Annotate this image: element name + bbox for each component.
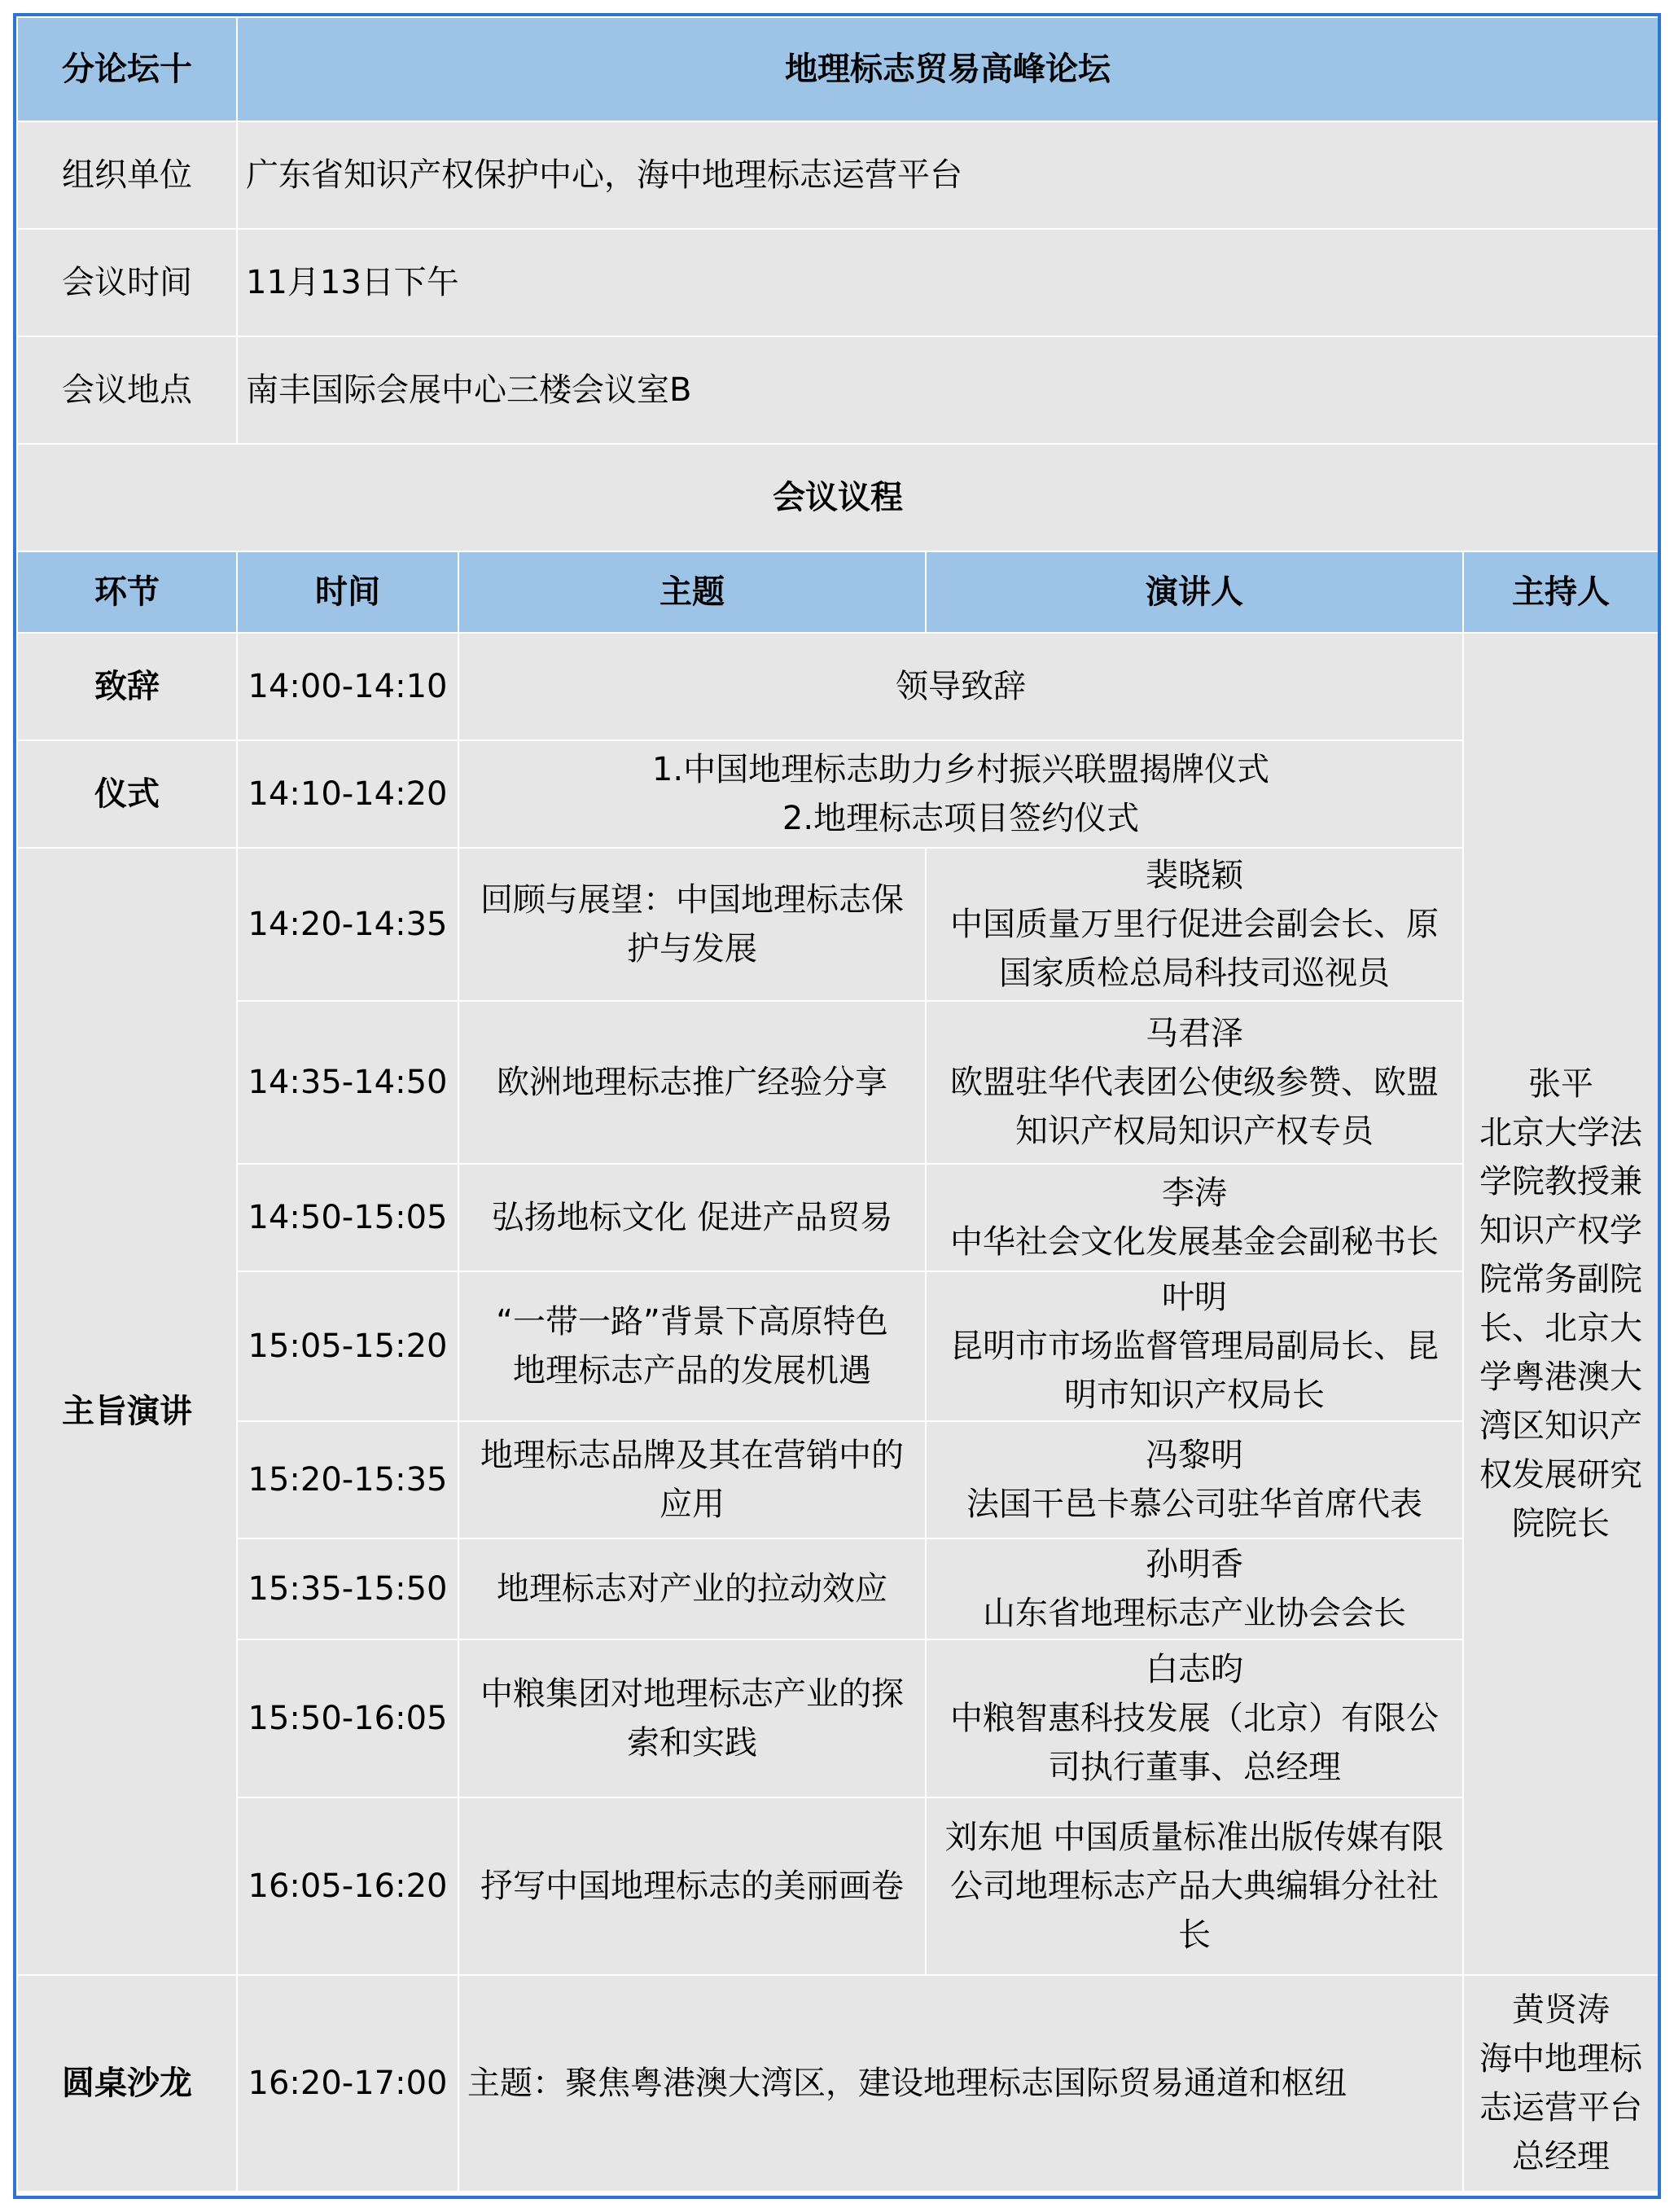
speaker-line: 山东省地理标志产业协会会长 <box>983 1595 1406 1632</box>
host-title-line: 权发展研究 <box>1479 1456 1642 1494</box>
speaker-line: 司执行董事、总经理 <box>1048 1749 1341 1786</box>
topic-line: 护与发展 <box>627 930 757 968</box>
session-label: 主旨演讲 <box>17 848 237 1975</box>
info-label: 组织单位 <box>17 121 237 229</box>
host-title-line: 院常务副院 <box>1479 1261 1642 1298</box>
speaker-line: 裴晓颖 <box>1146 857 1243 894</box>
topic-line: 地理标志产品的发展机遇 <box>513 1352 871 1389</box>
speaker-line: 法国干邑卡慕公司驻华首席代表 <box>966 1486 1422 1523</box>
host-title-line: 知识产权学 <box>1479 1212 1642 1249</box>
time-cell: 16:20-17:00 <box>237 1975 458 2192</box>
opening-content: 领导致辞 <box>458 633 1463 740</box>
topic-line: 抒写中国地理标志的美丽画卷 <box>480 1867 904 1905</box>
column-header-session: 环节 <box>17 551 237 633</box>
host-title-line: 学院教授兼 <box>1479 1163 1642 1200</box>
speaker-line: 中国质量万里行促进会副会长、原 <box>950 906 1439 943</box>
speaker-cell <box>926 1271 1463 1421</box>
host-name: 张平 <box>1528 1065 1593 1103</box>
agenda-title-row <box>17 444 1659 551</box>
column-header-host: 主持人 <box>1463 551 1659 633</box>
speaker-line: 中华社会文化发展基金会副秘书长 <box>950 1223 1439 1261</box>
info-label: 会议地点 <box>17 336 237 444</box>
time-cell: 15:20-15:35 <box>237 1421 458 1538</box>
host-title-line: 长、北京大 <box>1479 1310 1642 1347</box>
column-header-topic: 主题 <box>458 551 926 633</box>
speaker-cell <box>926 1639 1463 1797</box>
host-line: 志运营平台 <box>1479 2089 1642 2126</box>
ceremony-row <box>17 740 1659 848</box>
host-title-line: 北京大学法 <box>1479 1114 1642 1152</box>
topic-cell <box>458 1164 926 1271</box>
speaker-line: 公司地理标志产品大典编辑分社社 <box>950 1867 1439 1905</box>
column-header-time: 时间 <box>237 551 458 633</box>
info-label: 会议时间 <box>17 229 237 336</box>
time-cell: 15:05-15:20 <box>237 1271 458 1421</box>
forum-title: 地理标志贸易高峰论坛 <box>237 17 1659 121</box>
talk-row <box>17 1639 1659 1797</box>
ceremony-content <box>458 740 1463 848</box>
talk-row <box>17 1164 1659 1271</box>
topic-cell <box>458 848 926 1001</box>
time-cell: 14:35-14:50 <box>237 1001 458 1164</box>
info-row-time <box>17 229 1659 336</box>
topic-line: 中粮集团对地理标志产业的探 <box>480 1675 904 1713</box>
ceremony-line: 1.中国地理标志助力乡村振兴联盟揭牌仪式 <box>651 751 1270 788</box>
talk-row <box>17 1538 1659 1639</box>
topic-cell <box>458 1797 926 1975</box>
speaker-line: 白志昀 <box>1146 1651 1243 1688</box>
time-cell: 14:50-15:05 <box>237 1164 458 1271</box>
speaker-line: 昆明市市场监督管理局副局长、昆 <box>950 1328 1439 1365</box>
session-label: 仪式 <box>17 740 237 848</box>
speaker-line: 冯黎明 <box>1146 1437 1243 1474</box>
info-value: 11月13日下午 <box>237 229 1659 336</box>
time-cell: 14:10-14:20 <box>237 740 458 848</box>
agenda-table <box>16 16 1659 2192</box>
agenda-frame <box>13 13 1661 2199</box>
topic-cell <box>458 1271 926 1421</box>
topic-line: 应用 <box>660 1486 725 1523</box>
speaker-cell <box>926 1538 1463 1639</box>
topic-line: 索和实践 <box>627 1724 757 1762</box>
time-cell: 15:50-16:05 <box>237 1639 458 1797</box>
session-label: 致辞 <box>17 633 237 740</box>
roundtable-host-cell <box>1463 1975 1659 2192</box>
host-line: 黄贤涛 <box>1512 1991 1610 2029</box>
talk-row <box>17 1421 1659 1538</box>
topic-cell <box>458 1001 926 1164</box>
opening-row <box>17 633 1659 740</box>
roundtable-topic: 主题：聚焦粤港澳大湾区，建设地理标志国际贸易通道和枢纽 <box>458 1975 1463 2192</box>
info-value: 南丰国际会展中心三楼会议室B <box>237 336 1659 444</box>
host-line: 海中地理标 <box>1479 2040 1642 2078</box>
topic-line: 地理标志对产业的拉动效应 <box>497 1570 887 1608</box>
speaker-line: 长 <box>1178 1916 1211 1954</box>
forum-label: 分论坛十 <box>17 17 237 121</box>
speaker-line: 马君泽 <box>1146 1015 1243 1052</box>
topic-line: 回顾与展望：中国地理标志保 <box>480 881 904 919</box>
speaker-cell <box>926 1421 1463 1538</box>
host-title-line: 学粤港澳大 <box>1479 1358 1642 1396</box>
speaker-line: 叶明 <box>1162 1279 1227 1316</box>
speaker-line: 中粮智惠科技发展（北京）有限公 <box>950 1700 1439 1737</box>
speaker-line: 欧盟驻华代表团公使级参赞、欧盟 <box>950 1064 1439 1101</box>
info-row-organizer <box>17 121 1659 229</box>
topic-cell <box>458 1421 926 1538</box>
speaker-line: 知识产权局知识产权专员 <box>1015 1113 1374 1150</box>
time-cell: 14:00-14:10 <box>237 633 458 740</box>
time-cell: 16:05-16:20 <box>237 1797 458 1975</box>
talk-row <box>17 1271 1659 1421</box>
host-line: 总经理 <box>1512 2138 1610 2175</box>
info-value: 广东省知识产权保护中心，海中地理标志运营平台 <box>237 121 1659 229</box>
agenda-title: 会议议程 <box>17 444 1659 551</box>
speaker-line: 国家质检总局科技司巡视员 <box>999 955 1390 992</box>
talk-row <box>17 1797 1659 1975</box>
time-cell: 14:20-14:35 <box>237 848 458 1001</box>
speaker-cell <box>926 1164 1463 1271</box>
topic-line: 地理标志品牌及其在营销中的 <box>480 1437 904 1474</box>
topic-line: 弘扬地标文化 促进产品贸易 <box>491 1199 893 1236</box>
host-cell <box>1463 633 1659 1975</box>
topic-cell <box>458 1538 926 1639</box>
speaker-line: 明市知识产权局长 <box>1064 1376 1325 1414</box>
speaker-line: 李涛 <box>1162 1174 1227 1212</box>
speaker-line: 刘东旭 中国质量标准出版传媒有限 <box>944 1819 1444 1856</box>
host-title-line: 湾区知识产 <box>1479 1407 1642 1445</box>
ceremony-line: 2.地理标志项目签约仪式 <box>782 800 1140 837</box>
speaker-line: 孙明香 <box>1146 1546 1243 1583</box>
talk-row <box>17 1001 1659 1164</box>
session-label: 圆桌沙龙 <box>17 1975 237 2192</box>
topic-line: 欧洲地理标志推广经验分享 <box>497 1064 887 1101</box>
speaker-cell <box>926 848 1463 1001</box>
column-header-row <box>17 551 1659 633</box>
time-cell: 15:35-15:50 <box>237 1538 458 1639</box>
info-row-venue <box>17 336 1659 444</box>
forum-header-row <box>17 17 1659 121</box>
talk-row <box>17 848 1659 1001</box>
host-title-line: 院院长 <box>1512 1505 1610 1543</box>
speaker-cell <box>926 1001 1463 1164</box>
speaker-cell <box>926 1797 1463 1975</box>
column-header-speaker: 演讲人 <box>926 551 1463 633</box>
topic-cell <box>458 1639 926 1797</box>
roundtable-row <box>17 1975 1659 2192</box>
topic-line: “一带一路”背景下高原特色 <box>496 1303 888 1341</box>
